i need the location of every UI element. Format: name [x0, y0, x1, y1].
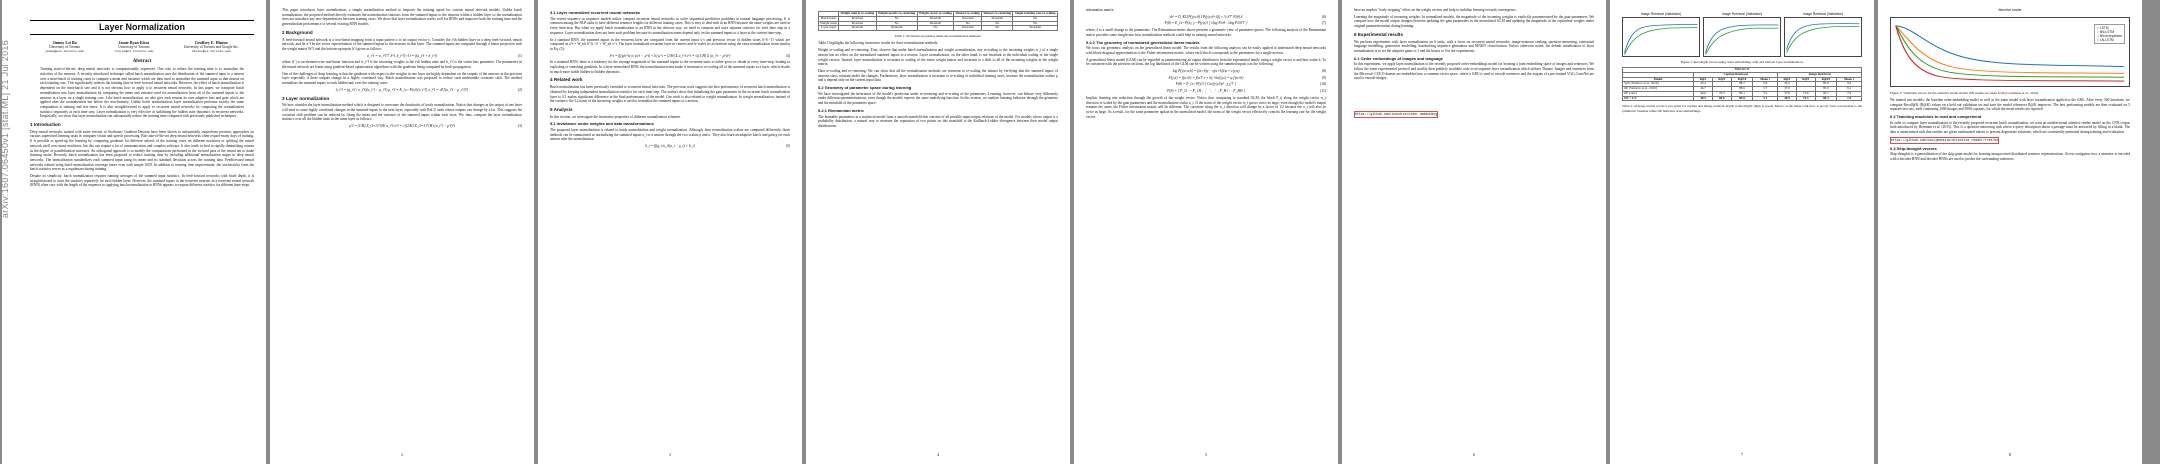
table-header: R@1 — [1778, 77, 1797, 82]
table-subgroup-header: Image Retrieval — [1778, 72, 1862, 77]
paragraph: We perform experiments with layer normalization on 6 tasks, with a focus on recurrent neural networks: image-sentence ranking, question-answering, contextual language modelling, generative modelling, handwriting sequence generation and MNIST classification. Unless otherwise noted, the default initialization of layer normalization is to set the adaptive gains to 1 and the biases to 0 in the experiments. — [1354, 39, 1594, 53]
recall-curve-plot — [1704, 18, 1780, 56]
equation-body: a_i^l = w_i^l⊤ h^l, h_i^{l+1} = f(a_i^l + b_i^l) — [367, 53, 437, 58]
equation-body: ds² = D_KL[P(y|x;θ) ‖ P(y|x;θ+δ)] ≈ ½ δ⊤ F(θ) δ — [1169, 14, 1243, 19]
equation — [282, 124, 522, 129]
table-cell: 7.9 — [1837, 91, 1862, 96]
section-heading: 6 Experimental results — [1354, 31, 1404, 37]
page-2 — [270, 0, 534, 464]
table-cell: 88.9 — [1731, 87, 1753, 92]
table-cell: OE (ours) — [1623, 91, 1694, 96]
author-name: Geoffrey E. Hinton — [194, 39, 228, 45]
author-email: hinton@cs.toronto.edu — [191, 49, 231, 54]
paragraph: We focus our geometric analysis on the generalized linear model. The results from the following analysis can be easily applied to understand deep neural networks with block-diagonal approximation to the Fisher information matrix, where each block corresponds to the parameters for a single neuron. — [1086, 46, 1326, 55]
footnote-link[interactable]: https://github.com/cooijmanstim/Attentive_reader/tree/bn — [1891, 137, 1999, 142]
paragraph: have an implicit "early stopping" effect on the weight vectors and help to stabilize learning towards convergence. — [1354, 8, 1517, 12]
paragraph: In a standard RNN, the summed inputs in the recurrent layer are computed from the current input x^t and previous vector of hidden states h^{t−1} which are computed as a^t = W_hh h^{t−1} + W_xh x^t. The layer normalized recurrent layer re-centers and re-scales its activations using the extra normalization terms similar to Eq. (3): — [550, 37, 790, 51]
figure-caption: Figure 2: Validation curves for the attentive reader model. BN results are taken from [Cooijmans et al., 2016]. — [1890, 90, 2039, 95]
plot-legend — [2094, 24, 2125, 44]
equation-number: (7) — [1321, 21, 1326, 26]
page-4 — [806, 0, 1070, 464]
equation-body: μ^l = (1/H) Σ_{i=1}^{H} a_i^l σ^l = √((1/H) Σ_{i=1}^{H} (a_i^l − μ^l)²) — [349, 124, 455, 129]
equation — [1086, 69, 1326, 74]
table-cell: No — [876, 21, 917, 26]
author-block — [30, 41, 254, 54]
author-3 — [184, 41, 239, 54]
section-heading: 5.2.2 The geometry of normalized generalized linear models — [1086, 39, 1200, 45]
legend-label: BN-LSTM — [2100, 29, 2115, 34]
legend-item: ━ LN-LSTM — [2097, 37, 2114, 42]
panel-title: Attentive reader — [1998, 8, 2022, 12]
paragraph: Weight re-scaling and re-centering: First, observe that under batch normalization and weight normalization, any re-scaling to the incoming weights w_i of a single neuron has no effect on the normalized summed inputs to a neuron. Layer normalization, on the other hand, is not invariant to the individual scaling of the single weight vectors. Instead, layer normalization is invariant to scaling of the entire weight matrix and invariant to a shift to all of the incoming weights in the weight matrix. — [818, 48, 1058, 67]
page-number: 8 — [2009, 452, 2011, 458]
equation-number: (6) — [1321, 14, 1326, 19]
table-cell: OE [Vendrov et al., 2016] — [1623, 87, 1694, 92]
table-header: R@1 — [1694, 77, 1713, 82]
table-row — [1623, 96, 1862, 101]
equation-body: h^t = f[(g/σ^t) ⊙ (a^t − μ^t) + b] μ^t = (1/H) Σ a_i^t σ^t = √((1/H) Σ (a_i^t − μ^t)²) — [609, 53, 731, 58]
equation-body: F(θ) = E_{x∼P(x), y∼P(y|x)} [ ∂log P/∂θ · ∂log P/∂θ⊤ ] — [1164, 21, 1248, 26]
page-number: 4 — [937, 452, 939, 458]
equation-number: (10) — [1320, 82, 1326, 87]
table-cell: 7.6 — [1837, 96, 1862, 101]
paragraph: Table 1 highlights the following invariance results for three normalization methods. — [818, 41, 939, 46]
author-name: Jimmy Lei Ba — [52, 39, 77, 45]
equation-number: (2) — [517, 87, 522, 92]
table-cell: Invariant — [839, 21, 877, 26]
table-cell: 38.9 — [1778, 96, 1797, 101]
author-affil: University of Toronto — [49, 45, 81, 49]
paragraph: Data re-scaling and re-centering: We can show that all the normalization methods are invariant to re-scaling the dataset by verifying that the summed inputs of neurons stays constant under the changes. Furthermore, layer normalization is invariant to re-scaling of individual training cases, because the normalization scalars μ and σ depend only on the current input data. — [818, 68, 1058, 83]
paragraph: where f(·) is an element-wise non-linear function and w_i^l is the incoming weights to the i-th hidden units and b_i^l is the scalar bias parameter. The parameters in the neural network are learnt using gradient-based optimization algorithms with the gradients being computed by back-propagation. — [282, 60, 522, 70]
table-cell: 85.7 — [1815, 91, 1837, 96]
section-heading: 6.2 Teaching machines to read and comprehend — [1890, 114, 1982, 120]
page-1-body — [14, 20, 254, 188]
figure-panel — [1622, 12, 1700, 57]
equation-body: h_i = f((g_i/σ_i)(a_i − μ_i) + b_i) — [645, 144, 695, 149]
legend-item: ━ LSTM — [2097, 25, 2109, 30]
legend-label: LN-LSTM — [2100, 37, 2114, 42]
table-cell: 37.8 — [1778, 91, 1797, 96]
table-cell: 89.1 — [1731, 91, 1753, 96]
table-cell: 88.7 — [1731, 82, 1753, 87]
table-cell: Invariant — [876, 26, 917, 31]
section-heading: 5.2.1 Riemannian metric — [818, 107, 864, 113]
table-header: Dataset re-scaling — [955, 11, 980, 15]
panel-title: Image Retrieval (Validation) — [1640, 12, 1682, 16]
figure-caption: Figure 1: Recall@K curves using order-embeddings with and without layer normalization. — [1680, 59, 1804, 64]
section-heading: 3.1 Layer normalized recurrent neural networks — [550, 10, 641, 15]
author-affil: University of Toronto — [118, 45, 150, 49]
figure-panel — [1703, 12, 1781, 57]
equation-body: log P(y|x;w,b) = ((a+b)y − η(a+b))/φ + c(y,φ) — [1172, 69, 1240, 74]
table-cell: 5.7 — [1753, 87, 1778, 92]
legend-label: BN-everywhere — [2100, 33, 2122, 38]
paragraph: Deep neural networks trained with some version of Stochastic Gradient Descent have been shown to substantially outperform previous approaches on various supervised learning tasks in computer vision and speech processing. But state-of-the-art deep neural networks often require many days of training. It is possible to speed-up the learning by computing gradients for different subsets of the training cases on different machines or splitting the neural network itself over many machines, but this can require a lot of communication and complex software. It also tends to lead to rapidly diminishing returns as the degree of parallelization increases. An orthogonal approach is to modify the computations performed in the forward pass of the neural net to make learning easier. Recently, batch normalization has been proposed to reduce training time by including additional normalization stages in deep neural networks. The normalization standardizes each summed input using its mean and its standard deviation across the training data. Feedforward neural networks trained using batch normalization converge faster even with simple SGD. In addition to training time improvement, the stochasticity from the batch statistics serves as a regularizer during training. — [30, 129, 254, 172]
table-cell: 45.4 — [1694, 82, 1713, 87]
table-cell: 5.1 — [1753, 96, 1778, 101]
equation-number: (9) — [1321, 75, 1326, 80]
table-cell: Invariant — [839, 16, 877, 21]
equation-number: (11) — [1320, 89, 1326, 94]
author-affil: University of Toronto and Google Inc. — [183, 45, 239, 49]
table-group-header: MSCOCO — [1623, 67, 1862, 72]
table-cell: 85.9 — [1815, 87, 1837, 92]
table-cell: Invariant — [982, 16, 1013, 21]
legend-item: ━ BN-LSTM — [2097, 29, 2115, 34]
section-heading: 5 Analysis — [550, 106, 573, 112]
section-heading: 2 Background — [282, 29, 313, 35]
table-cell: Invariant — [917, 21, 954, 26]
table-header: Single training case re-scaling — [1014, 11, 1056, 15]
table-cell: 73.6 — [1796, 91, 1815, 96]
table-header: Weight matrix re-centering — [878, 11, 916, 15]
table-header: R@10 — [1731, 77, 1753, 82]
equation — [1086, 82, 1326, 87]
table-cell: Invariant — [1013, 26, 1058, 31]
section-heading: 4 Related work — [550, 77, 583, 83]
table-cell: No — [982, 21, 1013, 26]
attentive-reader-plot — [1890, 17, 2130, 87]
paragraph: Despite its simplicity, batch normalization requires running averages of the summed input statistics. In feed-forward networks with fixed depth, it is straightforward to store the statistics separately for each hidden layer. However, the summed inputs to the recurrent neurons in a recurrent neural network (RNN) often vary with the length of the sequence so applying batch normalization to RNNs appears to require different statistics for different time-steps. — [30, 174, 254, 188]
page-number: 2 — [401, 452, 403, 458]
section-heading: 6.3 Skip-thought vectors — [1890, 145, 1937, 151]
equation — [1086, 21, 1326, 26]
equation — [1086, 89, 1326, 94]
paragraph: The proposed layer normalization is related to batch normalization and weight normalization. Although, their normalization scalars are computed differently, these methods can be summarized as normalizing the summed inputs a_i to a neuron through the two scalars μ and σ. They also learn an adaptive bias b and gain g for each neuron after the normalization. — [550, 128, 790, 142]
page-number: 5 — [1205, 452, 1207, 458]
paragraph: This paper introduces layer normalization, a simple normalization method to improve the training speed for various neural network models. Unlike batch normalization, the proposed method directly estimates the normalization statistics from the summed inputs to the neurons within a hidden layer so the normalization does not introduce any new dependencies between training cases. We show that layer normalization works well for RNNs and improves both the training time and the generalization performance of several existing RNN models. — [282, 8, 522, 27]
footnote-area — [1890, 137, 2130, 144]
table-cell: 5.8 — [1753, 82, 1778, 87]
equation-body: E[y|x] = f(a+b) = f(w⊤x + b), Var[y|x] = φ f′(a+b) — [1168, 75, 1244, 80]
recall-curve-plot — [1623, 18, 1699, 56]
table-header: Model — [1623, 77, 1694, 82]
table-cell: Invariant — [917, 16, 954, 21]
table-cell: 5.2 — [1753, 91, 1778, 96]
equation — [282, 88, 522, 93]
author-email: jimmy@psi.toronto.edu — [45, 49, 85, 54]
table-cell: No — [1013, 21, 1058, 26]
equation — [282, 54, 522, 59]
table-cell: 85.8 — [1815, 82, 1837, 87]
author-1 — [45, 41, 84, 54]
table-cell: Sym [Vendrov et al., 2016] — [1623, 82, 1694, 87]
table-cell: 86.3 — [1815, 96, 1837, 101]
page-5 — [1074, 0, 1338, 464]
panel-title: Image Retrieval (Validation) — [1721, 12, 1763, 16]
table-header: R@5 — [1796, 77, 1815, 82]
legend-item: ━ BN-everywhere — [2097, 33, 2122, 38]
table-cell: 48.5 — [1694, 96, 1713, 101]
table-header: Dataset re-centering — [983, 11, 1012, 15]
equation — [550, 144, 790, 149]
retrieval-table — [1622, 67, 1862, 102]
paragraph: A feed-forward neural network is a non-linear mapping from a input pattern x to an output vector y. Consider the l-th hidden layer in a deep feed-forward, neural network, and let a^l be the vector representation of the summed inputs to the neurons in that layer. The summed inputs are computed through a linear projection with the weight matrix W^l and the bottom-up inputs h^l given as follows: — [282, 37, 522, 51]
table-subgroup-header: Caption Retrieval — [1694, 72, 1778, 77]
author-name: Jamie Ryan Kiros — [118, 39, 150, 45]
arxiv-stamp: arXiv:1607.06450v1 [stat.ML] 21 Jul 2016 — [0, 40, 10, 219]
abstract-text: Training state-of-the-art, deep neural networks is computationally expensive. One way to reduce the training time is to normalize the activities of the neurons. A recently introduced technique called batch normalization uses the distribution of the summed input to a neuron over a mini-batch of training cases to compute a mean and variance which are then used to normalize the summed input to that neuron on each training case. This significantly reduces the training time in feed-forward neural networks. However, the effect of batch normalization is dependent on the mini-batch size and it is not obvious how to apply it to recurrent neural networks. In this paper, we transpose batch normalization into layer normalization by computing the mean and variance used for normalization from all of the summed inputs to the neurons in a layer on a single training case. Like batch normalization, we also give each neuron its own adaptive bias and gain which are applied after the normalization but before the non-linearity. Unlike batch normalization, layer normalization performs exactly the same computation at training and test times. It is also straightforward to apply to recurrent neural networks by computing the normalization statistics separately at each time step. Layer normalization is very effective at stabilizing the hidden state dynamics in recurrent networks. Empirically, we show that layer normalization can substantially reduce the training time compared with previously published techniques. — [40, 67, 244, 119]
table-cell: Batch norm — [819, 16, 839, 21]
page-number: 6 — [1473, 452, 1475, 458]
paragraph: A generalized linear model (GLM) can be regarded as parameterizing an output distribution from the exponential family using a weight vector w and bias scalar b. To be consistent with the previous sections, the log likelihood of the GLM can be written using the summed inputs a as the following: — [1086, 57, 1326, 67]
table-cell: No — [876, 16, 917, 21]
table-cell: Invariant — [954, 26, 982, 31]
page-number: 7 — [1741, 452, 1743, 458]
table-cell: No — [917, 26, 954, 31]
page-1 — [2, 0, 266, 464]
table-cell: Weight norm — [820, 20, 837, 25]
paragraph: In order to compare layer normalization to the recently proposed recurrent batch normalization, we train an unidirectional attentive reader model on the CNN corpus both introduced by Hermann et al. (2015). This is a question-answering task where a query description about a passage must be answered by filling in a blank. The data is anonymized such that entities are given randomized tokens to prevent degenerate solutions, which are consistently permuted during training and evaluation. — [1890, 120, 2130, 135]
table-header: R@10 — [1815, 77, 1837, 82]
page-7 — [1610, 0, 1874, 464]
page-3 — [538, 0, 802, 464]
paragraph: The learnable parameters in a statistical model form a smooth manifold that consists of all possible input-output relations of the model. For models whose output is a probability distribution, a natural way to measure the separation of two points on this manifold is the Kullback-Leibler divergence between their model output distributions. — [818, 114, 1058, 128]
equation-number: (3) — [517, 124, 522, 129]
recall-curve-plot — [1785, 18, 1861, 56]
table-header: R@5 — [1712, 77, 1731, 82]
figure-panel — [1784, 12, 1862, 57]
section-heading: 5.2 Geometry of parameter space during learning — [818, 85, 912, 91]
equation-number: (8) — [1321, 69, 1326, 74]
paragraph: We trained two models: the baseline order-embedding model as well as the same model with layer normalization applied to the GRU. After every 300 iterations, we compute Recall@K (R@K) values on a held out validation set and save the model whenever R@K improves. The best performing models are then evaluated on 5 separate test sets, each containing 1000 images and 5000 captions, for which the mean results are reported. — [1890, 97, 2130, 112]
equation-body: F̄(θ) = [ F̄_11 ⋯ F̄_1H ; ⋮ ⋱ ⋮ ; F̄_H1 ⋯ F̄_HH ] — [1167, 89, 1245, 94]
table-row — [819, 26, 1058, 31]
table-cell: Invariant — [839, 26, 877, 31]
plot-area — [1784, 17, 1862, 57]
plot-area — [1703, 17, 1781, 57]
page-number: 3 — [669, 452, 671, 458]
table-caption: Table 1: Invariance properties under the normalization methods. — [894, 34, 982, 39]
invariance-table — [818, 11, 1058, 31]
page-6 — [1342, 0, 1606, 464]
table-cell: OE + LN — [1623, 96, 1694, 101]
equation — [1086, 15, 1326, 20]
table-cell: No — [954, 21, 982, 26]
paragraph: We have investigated the invariance of the model's prediction under re-centering and re-scaling of the parameters. Learning, however, can behave very differently under different parameterizations, even though the models express the same underlying function. In this section, we analyze learning behavior through the geometry and the manifold of the parameter space. — [818, 91, 1058, 106]
panel-title: Image Retrieval (Validation) — [1802, 12, 1844, 16]
paragraph: One of the challenges of deep learning is that the gradients with respect to the weights in one layer are highly dependent on the outputs of the neurons in the previous layer especially if these outputs change in a highly correlated way. Batch normalization was proposed to reduce such undesirable covariate shift. The method normalizes the summed inputs to each hidden unit over the training cases. — [282, 71, 522, 86]
paragraph: We now consider the layer normalization method which is designed to overcome the drawbacks of batch normalization. Notice that changes in the output of one layer will tend to cause highly correlated changes in the summed inputs to the next layer, especially with ReLU units whose outputs can change by a lot. This suggests the covariate shift problem can be reduced by fixing the mean and the variance of the summed inputs within each layer. We, thus, compute the layer normalization statistics over all the hidden units in the same layer as follows: — [282, 103, 522, 122]
table-cell: 79.3 — [1712, 91, 1731, 96]
table-cell: 80.6 — [1712, 96, 1731, 101]
paragraph: Skip-thoughts is a generalization of the skip-gram model for learning unsupervised distributed sentence representations. Given contiguous text, a sentence is encoded with a encoder RNN and decoder RNNs are used to predict the surrounding sentences. — [1890, 152, 2130, 161]
footnote-link[interactable]: https://github.com/ivendrov/order-embedding — [1355, 112, 1438, 117]
paragraph: In a standard RNN, there is a tendency for the average magnitude of the summed inputs to the recurrent units to either grow or shrink at every time-step, leading to exploding or vanishing gradients. In a layer normalized RNN, the normalization terms make it invariant to re-scaling all of the summed inputs to a layer, which results in much more stable hidden-to-hidden dynamics. — [550, 60, 790, 74]
table-cell: 46.6 — [1694, 91, 1713, 96]
figure-1 — [1622, 12, 1862, 57]
paper-title: Layer Normalization — [30, 20, 254, 35]
section-heading: 1 Introduction — [30, 122, 61, 128]
equation-number: (4) — [785, 53, 790, 58]
table-cell: 37.9 — [1778, 87, 1797, 92]
equation-body: F(θ) = E_{x∼P(x)} [ Cov[y|x]/φ² · χ χ⊤ ] — [1175, 82, 1237, 87]
paragraph: Implicit learning rate reduction through the growth of the weight vector: Notice that, comparing to standard GLM, the block F_ij along the weight vector w_i direction is scaled by the gain parameters and the normalization scalar σ_i. If the norm of the weight vector w_i grows twice as large, even though the model's output remains the same, the Fisher information matrix will be different. The curvature along the w_i direction will change by a factor of 1/2 because the σ_i will also be twice as large. As a result, for the same parameter update in the normalized model, the norm of the weight vector effectively controls the learning rate for the weight vector. — [1086, 95, 1326, 119]
table-cell: 89.8 — [1731, 96, 1753, 101]
legend-label: LSTM — [2100, 25, 2109, 30]
table-cell: 74.3 — [1796, 96, 1815, 101]
section-heading: 6.1 Order embeddings of images and language — [1354, 55, 1443, 61]
equation-body: ā_i^l = (g_i^l / σ_i^l)(a_i^l − μ_i^l) μ_i^l = E_{x∼P(x)}[a_i^l] σ_i^l = √E[(a_i^l − μ_i^l)²] — [335, 87, 469, 92]
footnote-area — [1354, 111, 1594, 118]
table-cell: 36.3 — [1778, 82, 1797, 87]
table-cell: 8.1 — [1837, 87, 1862, 92]
table-caption: Table 2: Average results across 5 test splits for caption and image retrieval. R@K is Recall@K (high is good). Mean r is the mean rank (low is good). Sym corresponds to the symmetric baseline while OE indicates order-embeddings. — [1622, 104, 1862, 113]
table-cell: Invariant — [954, 16, 982, 21]
author-email: rkiros@cs.toronto.edu — [114, 49, 154, 54]
paragraph: The recent sequence to sequence models utilize compact recurrent neural networks to solve sequential prediction problems in natural language processing. It is common among the NLP tasks to have different sentence lengths for different training cases. This is easy to deal with in an RNN because the same weights are used at every time-step. But when we apply batch normalization to an RNN in the obvious way, we need to compute and store separate statistics for each time step in a sequence. Layer normalization does not have such problem because its normalization terms depend only on the summed inputs to a layer at the current time-step. — [550, 16, 790, 35]
table-cell: No — [982, 26, 1013, 31]
equation — [550, 54, 790, 59]
page-8 — [1878, 0, 2142, 464]
paragraph: Batch normalization has been previously extended to recurrent neural networks. The previous work suggests the best performance of recurrent batch normalization is obtained by keeping independent normalization statistics for each time-step. The authors show that initializing the gain parameter in the recurrent batch normalization layer to 0.1 makes significant difference in the final performance of the model. Our work is also related to weight normalization. In weight normalization, instead of the variance, the L2 norm of the incoming weights is used to normalize the summed inputs to a neuron. — [550, 85, 790, 104]
paragraph: Learning the magnitude of incoming weights: In normalized models, the magnitude of the incoming weights is explicitly parameterized by the gain parameters. We compare how the model output changes between updating the gain parameters in the normalized GLM and updating the magnitude of the equivalent weights under original parameterization during learning. — [1354, 14, 1594, 29]
paragraph: In this section, we investigate the invariance properties of different normalization schemes. — [550, 114, 681, 119]
table-header: Weight matrix re-scaling — [840, 11, 875, 15]
section-heading: 5.1 Invariance under weights and data transformations — [550, 121, 654, 127]
table-header: Mean r — [1837, 77, 1862, 82]
equation-number: (1) — [517, 53, 522, 58]
table-header: Mean r — [1753, 77, 1778, 82]
plot-area — [1622, 17, 1700, 57]
table-cell: 9.0 — [1837, 82, 1862, 87]
paragraph: where, δ is a small change to the parameters. The Riemannian metric above presents a geometric view of parameter spaces. The following analysis of the Riemannian metric provides some insight into how normalization methods could help in training neural networks. — [1086, 28, 1326, 37]
section-heading: 3 Layer normalization — [282, 95, 330, 101]
paragraph: In this experiment, we apply layer normalization to the recently proposed order-embeddings model for learning a joint embedding space of images and sentences. We follow the same experimental protocol and modify their publicly available code to incorporate layer normalization which utilizes Theano. Images and sentences from the Microsoft COCO dataset are embedded into a common vector space, where a GRU is used to encode sentences and the outputs of a pre-trained VGG ConvNet are used to encode images. — [1354, 62, 1594, 81]
table-cell: Layer norm — [819, 26, 839, 31]
abstract-heading: Abstract — [132, 58, 152, 64]
table-cell: No — [1013, 16, 1058, 21]
table-cell: 46.7 — [1694, 87, 1713, 92]
equation-number: (5) — [785, 144, 790, 149]
equation — [1086, 76, 1326, 81]
table-header: Weight vector re-scaling — [918, 11, 952, 15]
author-2 — [114, 41, 153, 54]
paragraph: information matrix: — [1086, 8, 1115, 12]
